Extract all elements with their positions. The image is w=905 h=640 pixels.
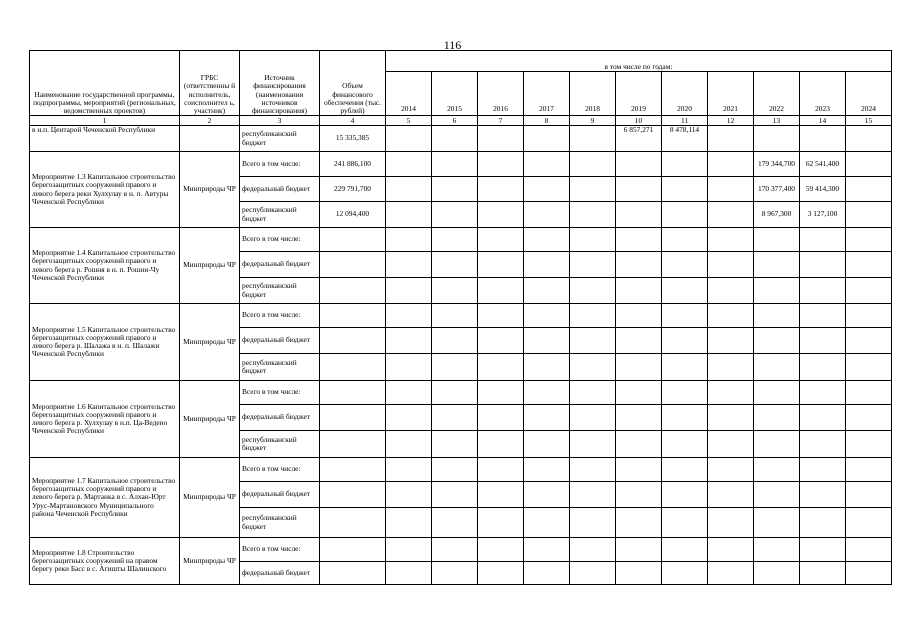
year-value <box>570 354 616 381</box>
funding-source: Всего в том числе: <box>240 381 320 405</box>
year-value <box>754 508 800 538</box>
year-value <box>662 278 708 304</box>
measure-grbs: Минприроды ЧР <box>180 228 240 304</box>
year-value <box>662 431 708 458</box>
year-value <box>386 508 432 538</box>
column-number: 5 <box>386 116 432 126</box>
year-value <box>616 458 662 482</box>
funding-volume <box>320 328 386 354</box>
year-value <box>846 508 892 538</box>
year-value <box>478 482 524 508</box>
year-value <box>708 152 754 177</box>
year-value <box>754 562 800 585</box>
year-value <box>478 228 524 252</box>
year-value <box>754 354 800 381</box>
header-year: 2017 <box>524 72 570 116</box>
header-name: Наименование государственной программы, подпрограммы, мероприятий (региональных, ведомственных проектов) <box>30 51 180 116</box>
year-value: 6 857,271 <box>616 126 662 152</box>
funding-source: федеральный бюджет <box>240 482 320 508</box>
year-value <box>432 458 478 482</box>
year-value <box>662 482 708 508</box>
year-value <box>846 228 892 252</box>
year-value <box>616 278 662 304</box>
year-value <box>708 458 754 482</box>
row-source: республиканский бюджет <box>240 126 320 152</box>
year-value <box>570 152 616 177</box>
year-value <box>662 538 708 562</box>
year-value <box>524 177 570 202</box>
year-value <box>616 431 662 458</box>
column-number: 8 <box>524 116 570 126</box>
header-grbs: ГРБС (ответственны й исполнитель, соисполнител ь, участник) <box>180 51 240 116</box>
year-value <box>386 538 432 562</box>
year-value <box>708 562 754 585</box>
header-year: 2020 <box>662 72 708 116</box>
year-value <box>386 458 432 482</box>
year-value <box>754 538 800 562</box>
year-value <box>846 202 892 228</box>
year-value <box>570 177 616 202</box>
year-value <box>570 482 616 508</box>
year-value <box>478 538 524 562</box>
column-number: 11 <box>662 116 708 126</box>
year-value <box>570 538 616 562</box>
year-value <box>800 405 846 431</box>
funding-source: республиканский бюджет <box>240 202 320 228</box>
funding-volume <box>320 405 386 431</box>
year-value <box>386 152 432 177</box>
year-value <box>616 177 662 202</box>
column-number: 15 <box>846 116 892 126</box>
funding-volume <box>320 278 386 304</box>
measure-name: Мероприятие 1.8 Строительство берегозащитных сооружений на правом берегу реки Басс в с. Агишты Шалинского <box>30 538 180 585</box>
year-value: 179 344,700 <box>754 152 800 177</box>
year-value <box>662 562 708 585</box>
year-value <box>524 354 570 381</box>
measure-name: Мероприятие 1.4 Капитальное строительство берегозащитных сооружений правого и левого берега р. Рошня в н. п. Рошни-Чу Чеченской Республики <box>30 228 180 304</box>
column-number: 4 <box>320 116 386 126</box>
year-value <box>524 482 570 508</box>
year-value <box>846 431 892 458</box>
table-row <box>30 126 892 152</box>
year-value <box>432 126 478 152</box>
year-value <box>524 228 570 252</box>
year-value <box>846 278 892 304</box>
year-value <box>524 278 570 304</box>
header-year: 2014 <box>386 72 432 116</box>
year-value <box>754 278 800 304</box>
column-number: 2 <box>180 116 240 126</box>
year-value <box>800 458 846 482</box>
year-value <box>800 381 846 405</box>
header-year: 2019 <box>616 72 662 116</box>
year-value <box>846 482 892 508</box>
column-number: 1 <box>30 116 180 126</box>
header-year: 2021 <box>708 72 754 116</box>
year-value <box>478 202 524 228</box>
funding-source: Всего в том числе: <box>240 152 320 177</box>
year-value <box>800 252 846 278</box>
measure-grbs: Минприроды ЧР <box>180 381 240 458</box>
year-value <box>616 381 662 405</box>
year-value <box>800 354 846 381</box>
year-value <box>386 354 432 381</box>
column-number: 3 <box>240 116 320 126</box>
funding-volume <box>320 252 386 278</box>
year-value <box>432 405 478 431</box>
year-value <box>432 508 478 538</box>
year-value <box>846 538 892 562</box>
measure-grbs: Минприроды ЧР <box>180 152 240 228</box>
year-value <box>708 126 754 152</box>
funding-volume <box>320 508 386 538</box>
year-value <box>386 562 432 585</box>
year-value <box>754 228 800 252</box>
year-value <box>524 304 570 328</box>
year-value <box>616 152 662 177</box>
year-value <box>478 126 524 152</box>
year-value <box>846 152 892 177</box>
year-value <box>846 354 892 381</box>
column-number: 7 <box>478 116 524 126</box>
year-value <box>662 458 708 482</box>
year-value <box>846 126 892 152</box>
page-number: 116 <box>443 38 462 52</box>
year-value <box>800 431 846 458</box>
year-value <box>846 328 892 354</box>
year-value <box>708 202 754 228</box>
measure-name: Мероприятие 1.3 Капитальное строительство берегозащитных сооружений правого и левого берега реки Хулхулау в н. п. Автуры Чеченской Республики <box>30 152 180 228</box>
year-value <box>478 458 524 482</box>
year-value <box>662 354 708 381</box>
year-value: 8 478,114 <box>662 126 708 152</box>
year-value <box>754 405 800 431</box>
funding-volume: 229 791,700 <box>320 177 386 202</box>
funding-volume: 12 094,400 <box>320 202 386 228</box>
year-value <box>524 152 570 177</box>
funding-volume <box>320 562 386 585</box>
year-value <box>478 177 524 202</box>
year-value <box>524 405 570 431</box>
year-value <box>616 538 662 562</box>
year-value <box>570 431 616 458</box>
year-value <box>432 177 478 202</box>
year-value <box>754 328 800 354</box>
year-value <box>754 482 800 508</box>
year-value <box>708 482 754 508</box>
year-value <box>754 304 800 328</box>
year-value <box>662 328 708 354</box>
year-value <box>662 177 708 202</box>
year-value <box>662 152 708 177</box>
year-value <box>800 538 846 562</box>
year-value <box>708 508 754 538</box>
funding-source: федеральный бюджет <box>240 405 320 431</box>
year-value <box>708 354 754 381</box>
column-number: 9 <box>570 116 616 126</box>
funding-volume <box>320 458 386 482</box>
year-value <box>432 304 478 328</box>
table-row <box>30 228 892 252</box>
measure-name: Мероприятие 1.7 Капитальное строительство берегозащитных сооружений правого и левого берега р. Мартанка в с. Алхан-Юрт Урус-Мартановского Муниципального района Чеченской Республики <box>30 458 180 538</box>
year-value: 3 127,100 <box>800 202 846 228</box>
year-value <box>478 354 524 381</box>
measure-grbs: Минприроды ЧР <box>180 304 240 381</box>
year-value <box>386 304 432 328</box>
year-value <box>478 278 524 304</box>
year-value <box>478 304 524 328</box>
year-value <box>386 482 432 508</box>
table-row <box>30 458 892 482</box>
row-volume: 15 335,385 <box>320 126 386 152</box>
funding-volume: 241 886,100 <box>320 152 386 177</box>
header-source: Источник финансирования (наименования источников финансирования) <box>240 51 320 116</box>
measure-name: Мероприятие 1.5 Капитальное строительство берегозащитных сооружений правого и левого берега р. Шалажа в н. п. Шалажи Чеченской Республики <box>30 304 180 381</box>
year-value <box>662 202 708 228</box>
funding-source: федеральный бюджет <box>240 562 320 585</box>
year-value <box>616 202 662 228</box>
year-value <box>662 252 708 278</box>
funding-volume <box>320 228 386 252</box>
header-year: 2015 <box>432 72 478 116</box>
year-value <box>800 228 846 252</box>
year-value: 62 541,400 <box>800 152 846 177</box>
year-value <box>616 328 662 354</box>
year-value <box>524 328 570 354</box>
year-value <box>570 228 616 252</box>
funding-source: республиканский бюджет <box>240 278 320 304</box>
year-value <box>570 508 616 538</box>
year-value <box>570 405 616 431</box>
year-value: 59 414,300 <box>800 177 846 202</box>
year-value <box>386 202 432 228</box>
year-value <box>432 354 478 381</box>
funding-volume <box>320 431 386 458</box>
funding-volume <box>320 354 386 381</box>
year-value <box>846 177 892 202</box>
year-value <box>708 328 754 354</box>
year-value <box>616 405 662 431</box>
year-value <box>846 304 892 328</box>
funding-source: федеральный бюджет <box>240 328 320 354</box>
year-value <box>432 278 478 304</box>
year-value <box>478 152 524 177</box>
year-value <box>478 381 524 405</box>
year-value <box>662 381 708 405</box>
year-value <box>570 202 616 228</box>
table-row <box>30 538 892 562</box>
funding-source: республиканский бюджет <box>240 508 320 538</box>
year-value <box>616 228 662 252</box>
funding-volume <box>320 381 386 405</box>
year-value <box>432 228 478 252</box>
year-value <box>386 328 432 354</box>
column-number: 10 <box>616 116 662 126</box>
year-value <box>386 177 432 202</box>
year-value <box>662 508 708 538</box>
funding-volume <box>320 538 386 562</box>
header-year: 2024 <box>846 72 892 116</box>
year-value <box>754 458 800 482</box>
year-value <box>386 278 432 304</box>
measure-grbs: Минприроды ЧР <box>180 458 240 538</box>
year-value <box>386 126 432 152</box>
column-number: 6 <box>432 116 478 126</box>
year-value <box>432 482 478 508</box>
year-value <box>708 177 754 202</box>
year-value <box>846 252 892 278</box>
year-value <box>662 304 708 328</box>
year-value <box>570 126 616 152</box>
funding-source: республиканский бюджет <box>240 354 320 381</box>
year-value <box>570 252 616 278</box>
header-year: 2022 <box>754 72 800 116</box>
year-value <box>432 152 478 177</box>
year-value <box>478 508 524 538</box>
year-value <box>800 482 846 508</box>
year-value <box>524 538 570 562</box>
year-value <box>570 381 616 405</box>
year-value <box>754 252 800 278</box>
year-value <box>846 458 892 482</box>
year-value <box>432 202 478 228</box>
financing-table <box>29 50 892 585</box>
year-value <box>432 381 478 405</box>
year-value <box>800 278 846 304</box>
year-value <box>524 252 570 278</box>
year-value <box>662 228 708 252</box>
year-value <box>708 381 754 405</box>
funding-volume <box>320 482 386 508</box>
year-value <box>846 405 892 431</box>
measure-grbs: Минприроды ЧР <box>180 538 240 585</box>
year-value <box>708 252 754 278</box>
year-value <box>846 562 892 585</box>
row-name: в н.п. Центарой Чеченской Республики <box>30 126 180 152</box>
header-year: 2018 <box>570 72 616 116</box>
funding-source: Всего в том числе: <box>240 304 320 328</box>
row-grbs <box>180 126 240 152</box>
year-value <box>754 126 800 152</box>
year-value <box>616 562 662 585</box>
year-value <box>800 126 846 152</box>
year-value <box>524 562 570 585</box>
year-value <box>570 304 616 328</box>
year-value <box>432 538 478 562</box>
year-value <box>524 508 570 538</box>
year-value <box>708 405 754 431</box>
year-value <box>754 381 800 405</box>
year-value <box>846 381 892 405</box>
year-value <box>432 562 478 585</box>
header-year: 2023 <box>800 72 846 116</box>
year-value <box>800 328 846 354</box>
header-years-caption: в том числе по годам: <box>386 51 892 72</box>
measure-name: Мероприятие 1.6 Капитальное строительство берегозащитных сооружений правого и левого берега р. Хулхулау в н.п. Ца-Ведено Чеченской Республики <box>30 381 180 458</box>
header-year: 2016 <box>478 72 524 116</box>
year-value <box>800 304 846 328</box>
year-value <box>616 482 662 508</box>
year-value <box>524 126 570 152</box>
year-value <box>524 381 570 405</box>
column-number: 14 <box>800 116 846 126</box>
year-value <box>478 328 524 354</box>
funding-source: федеральный бюджет <box>240 177 320 202</box>
year-value: 8 967,300 <box>754 202 800 228</box>
year-value <box>708 538 754 562</box>
column-number: 12 <box>708 116 754 126</box>
year-value <box>708 304 754 328</box>
year-value <box>478 431 524 458</box>
table-row <box>30 152 892 177</box>
year-value <box>570 458 616 482</box>
funding-source: Всего в том числе: <box>240 538 320 562</box>
year-value <box>478 252 524 278</box>
year-value <box>386 252 432 278</box>
header-volume: Объем финансового обеспечения (тыс. рублей) <box>320 51 386 116</box>
year-value <box>386 228 432 252</box>
funding-source: Всего в том числе: <box>240 228 320 252</box>
year-value <box>524 202 570 228</box>
funding-volume <box>320 304 386 328</box>
year-value <box>662 405 708 431</box>
year-value <box>800 562 846 585</box>
funding-source: республиканский бюджет <box>240 431 320 458</box>
column-number: 13 <box>754 116 800 126</box>
year-value <box>432 252 478 278</box>
year-value <box>616 508 662 538</box>
year-value <box>616 354 662 381</box>
year-value <box>432 431 478 458</box>
year-value <box>386 381 432 405</box>
year-value <box>570 562 616 585</box>
year-value <box>616 252 662 278</box>
year-value <box>524 458 570 482</box>
year-value <box>708 431 754 458</box>
year-value <box>478 405 524 431</box>
year-value <box>708 228 754 252</box>
year-value <box>708 278 754 304</box>
funding-source: федеральный бюджет <box>240 252 320 278</box>
year-value <box>570 278 616 304</box>
table-row <box>30 381 892 405</box>
year-value <box>432 328 478 354</box>
year-value <box>386 405 432 431</box>
year-value <box>478 562 524 585</box>
year-value <box>524 431 570 458</box>
year-value <box>616 304 662 328</box>
funding-source: Всего в том числе: <box>240 458 320 482</box>
table-row <box>30 304 892 328</box>
year-value <box>570 328 616 354</box>
year-value <box>800 508 846 538</box>
year-value: 170 377,400 <box>754 177 800 202</box>
year-value <box>386 431 432 458</box>
year-value <box>754 431 800 458</box>
